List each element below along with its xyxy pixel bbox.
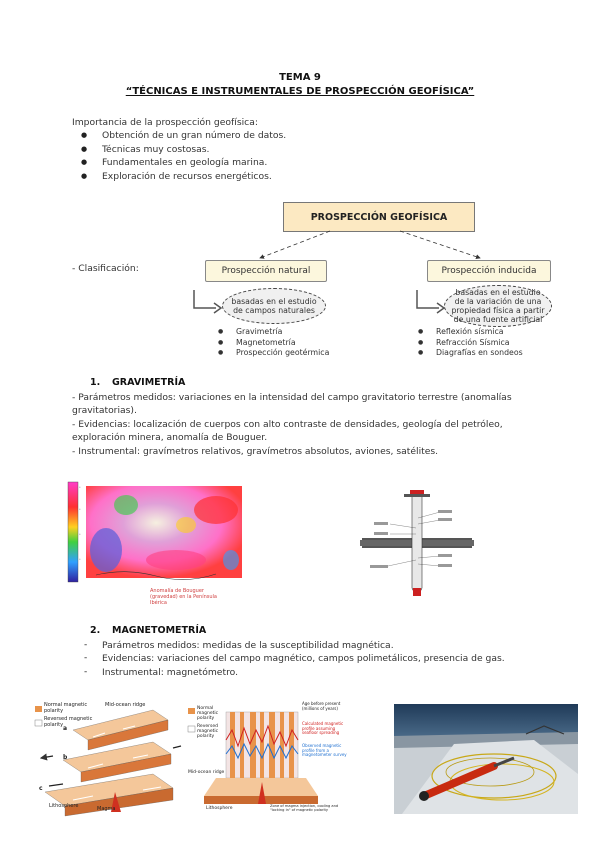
arrow-inducida: [400, 231, 480, 258]
list-item: ● Diagrafías en sondeos: [418, 348, 523, 359]
list-item: ● Reflexión sísmica: [418, 327, 523, 338]
section-title: MAGNETOMETRÍA: [112, 625, 207, 636]
bouguer-anomaly-map: [66, 480, 246, 602]
list-item: ● Fundamentales en geología marina.: [72, 156, 532, 169]
magma-label: Magma: [97, 806, 116, 812]
natural-box: Prospección natural: [205, 260, 327, 282]
magma-zone-note: Zone of magma injection, cooling and "locking in" of magnetic polarity: [270, 804, 339, 812]
inducida-list: [418, 327, 523, 359]
magnetometria-list: [72, 639, 542, 679]
ridge-label: Mid-ocean ridge: [188, 770, 225, 775]
section-magnetometria-heading: [90, 625, 206, 636]
magnetic-profile-figure: [186, 700, 354, 818]
intro-heading: Importancia de la prospección geofísica:: [72, 117, 258, 128]
list-item: ● Refracción Sísmica: [418, 338, 523, 349]
gravimetria-body: [72, 391, 534, 458]
intro-list: [72, 129, 532, 183]
intro-section: [72, 116, 532, 183]
list-item: ● Obtención de un gran número de datos.: [72, 129, 532, 142]
list-item: ● Prospección geotérmica: [218, 348, 329, 359]
legend-normal: Normal magnetic polarity: [44, 702, 88, 714]
paragraph-line: - Parámetros medidos: variaciones en la intensidad del campo gravitatorio terrestre (anomalías gravitatorias).: [72, 392, 512, 417]
clasificacion-label: - Clasificación:: [72, 263, 139, 274]
diagram-root-box: PROSPECCIÓN GEOFÍSICA: [283, 202, 475, 232]
list-item: ● Técnicas muy costosas.: [72, 143, 532, 156]
seafloor-spreading-figure: [33, 700, 183, 818]
list-item: ● Magnetometría: [218, 338, 329, 349]
doc-subtitle: “TÉCNICAS E INSTRUMENTALES DE PROSPECCIÓN GEOFÍSICA”: [125, 86, 475, 97]
list-item: - Instrumental: magnetómetro.: [72, 666, 542, 679]
lithosphere-label: Lithosphere: [49, 803, 79, 809]
list-item: ● Gravimetría: [218, 327, 329, 338]
section-number: 1.: [90, 377, 101, 388]
legend-normal: Normal magnetic polarity: [197, 706, 219, 721]
list-item: - Parámetros medidos: medidas de la susceptibilidad magnética.: [72, 639, 542, 652]
section-gravimetria-heading: [90, 377, 185, 388]
list-item: ● Exploración de recursos energéticos.: [72, 170, 532, 183]
age-note: Age before present (millions of years): [302, 701, 341, 711]
doc-title: TEMA 9: [279, 72, 321, 83]
natural-list: [218, 327, 329, 359]
svg-text:•: •: [79, 557, 81, 561]
inducida-description: basadas en el estudio de la variación de una propiedad física a partir de una fuente artificial: [444, 285, 552, 327]
ridge-label: Mid-ocean ridge: [105, 702, 146, 708]
arrow-natural: [260, 231, 330, 258]
svg-text:•: •: [79, 507, 81, 511]
panel-label: b: [63, 754, 68, 761]
legend-reversed: Reversed magnetic polarity: [44, 716, 93, 728]
gravimeter-aircraft-diagram: [360, 488, 476, 602]
svg-text:•: •: [79, 485, 81, 489]
lithosphere-label: Lithosphere: [206, 806, 233, 811]
svg-text:•: •: [79, 532, 81, 536]
calculated-profile-note: Calculated magnetic profile assuming seafloor spreading: [302, 721, 344, 735]
paragraph-line: - Evidencias: localización de cuerpos con alto contraste de densidades, geología del petróleo, exploración minera, anomalía de Bouguer.: [72, 418, 503, 444]
inducida-box: Prospección inducida: [427, 260, 551, 282]
paragraph-line: - Instrumental: gravímetros relativos, gravímetros absolutos, aviones, satélites.: [72, 445, 439, 457]
map-caption: Anomalía de Bouguer (gravedad) en la Península Ibérica: [150, 588, 217, 606]
panel-label: c: [39, 785, 43, 792]
legend-reversed: Reversed magnetic polarity: [197, 724, 219, 739]
magnetometer-photo: [394, 704, 578, 814]
panel-label: a: [63, 725, 68, 732]
observed-profile-note: Observed magnetic profile from a magnetometer survey: [302, 743, 347, 757]
section-number: 2.: [90, 625, 101, 636]
list-item: - Evidencias: variaciones del campo magnético, campos polimetálicos, presencia de gas.: [72, 652, 542, 665]
section-title: GRAVIMETRÍA: [112, 377, 186, 388]
natural-description: basadas en el estudio de campos naturales: [222, 288, 326, 324]
